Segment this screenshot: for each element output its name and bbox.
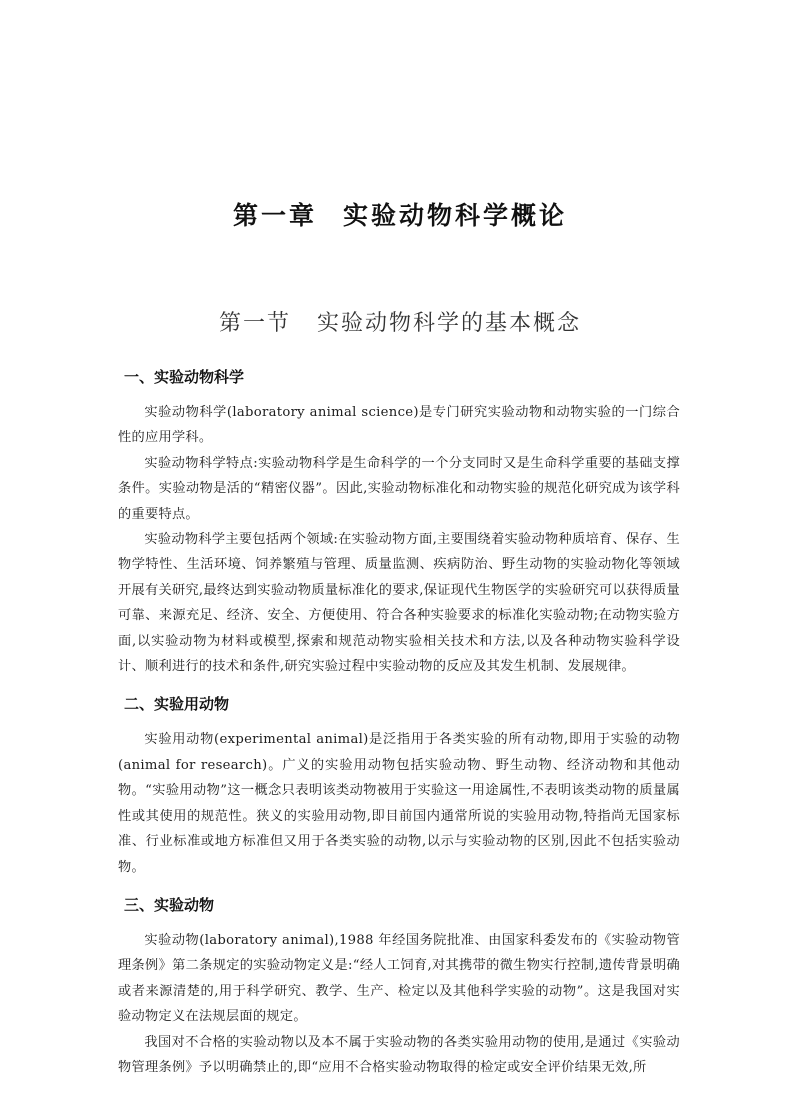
section-number: 第一节: [218, 311, 291, 336]
subsection-heading: 三、实验动物: [124, 895, 215, 914]
subsection-experimental-animal: [118, 691, 680, 879]
chapter-number: 第一章: [232, 201, 317, 230]
subsection-laboratory-animal: [118, 892, 680, 1080]
section-name: 实验动物科学的基本概念: [317, 311, 582, 336]
subsection-heading: 一、实验动物科学: [124, 368, 245, 386]
paragraph: 实验用动物(experimental animal)是泛指用于各类实验的所有动物,即用于实验的动物(animal for research)。广义的实验用动物包括实验动物、野生动物、经济动物和其他动物。“实验用动物”这一概念只表明该类动物被用于实验这一用途属性,不表明该类动物的质量属性或其使用的规范性。狭义的实验用动物,即目前国内通常所说的实验用动物,特指尚无国家标准、行业标准或地方标准但又用于各类实验的动物,以示与实验动物的区别,因此不包括实验动物。: [118, 732, 680, 875]
section-title: [0, 306, 800, 337]
paragraph: 实验动物科学(laboratory animal science)是专门研究实验动物和动物实验的一门综合性的应用学科。: [118, 405, 680, 446]
document-body: [118, 364, 680, 1080]
paragraph: 实验动物科学主要包括两个领域:在实验动物方面,主要围绕着实验动物种质培育、保存、生物学特性、生活环境、饲养繁殖与管理、质量监测、疾病防治、野生动物的实验动物化等领域开展有关研究,最终达到实验动物质量标准化的要求,保证现代生物医学的实验研究可以获得质量可靠、来源充足、经济、安全、方便使用、符合各种实验要求的标准化实验动物;在动物实验方面,以实验动物为材料或模型,探索和规范动物实验相关技术和方法,以及各种动物实验科学设计、顺利进行的技术和条件,研究实验过程中实验动物的反应及其发生机制、发展规律。: [118, 532, 680, 675]
paragraph: 实验动物(laboratory animal),1988 年经国务院批准、由国家科委发布的《实验动物管理条例》第二条规定的实验动物定义是:“经人工饲育,对其携带的微生物实行控制,遗传背景明确或者来源清楚的,用于科学研究、教学、生产、检定以及其他科学实验的动物”。这是我国对实验动物定义在法规层面的规定。: [118, 932, 680, 1025]
paragraph: 我国对不合格的实验动物以及本不属于实验动物的各类实验用动物的使用,是通过《实验动物管理条例》予以明确禁止的,即“应用不合格实验动物取得的检定或安全评价结果无效,所: [118, 1034, 680, 1075]
subsection-heading: 二、实验用动物: [124, 695, 230, 714]
chapter-name: 实验动物科学概论: [343, 201, 568, 230]
subsection-laboratory-animal-science: [118, 364, 680, 679]
paragraph: 实验动物科学特点:实验动物科学是生命科学的一个分支同时又是生命科学重要的基础支撑条件。实验动物是活的“精密仪器”。因此,实验动物标准化和动物实验的规范化研究成为该学科的重要特点。: [118, 455, 680, 522]
chapter-title: [0, 196, 800, 232]
